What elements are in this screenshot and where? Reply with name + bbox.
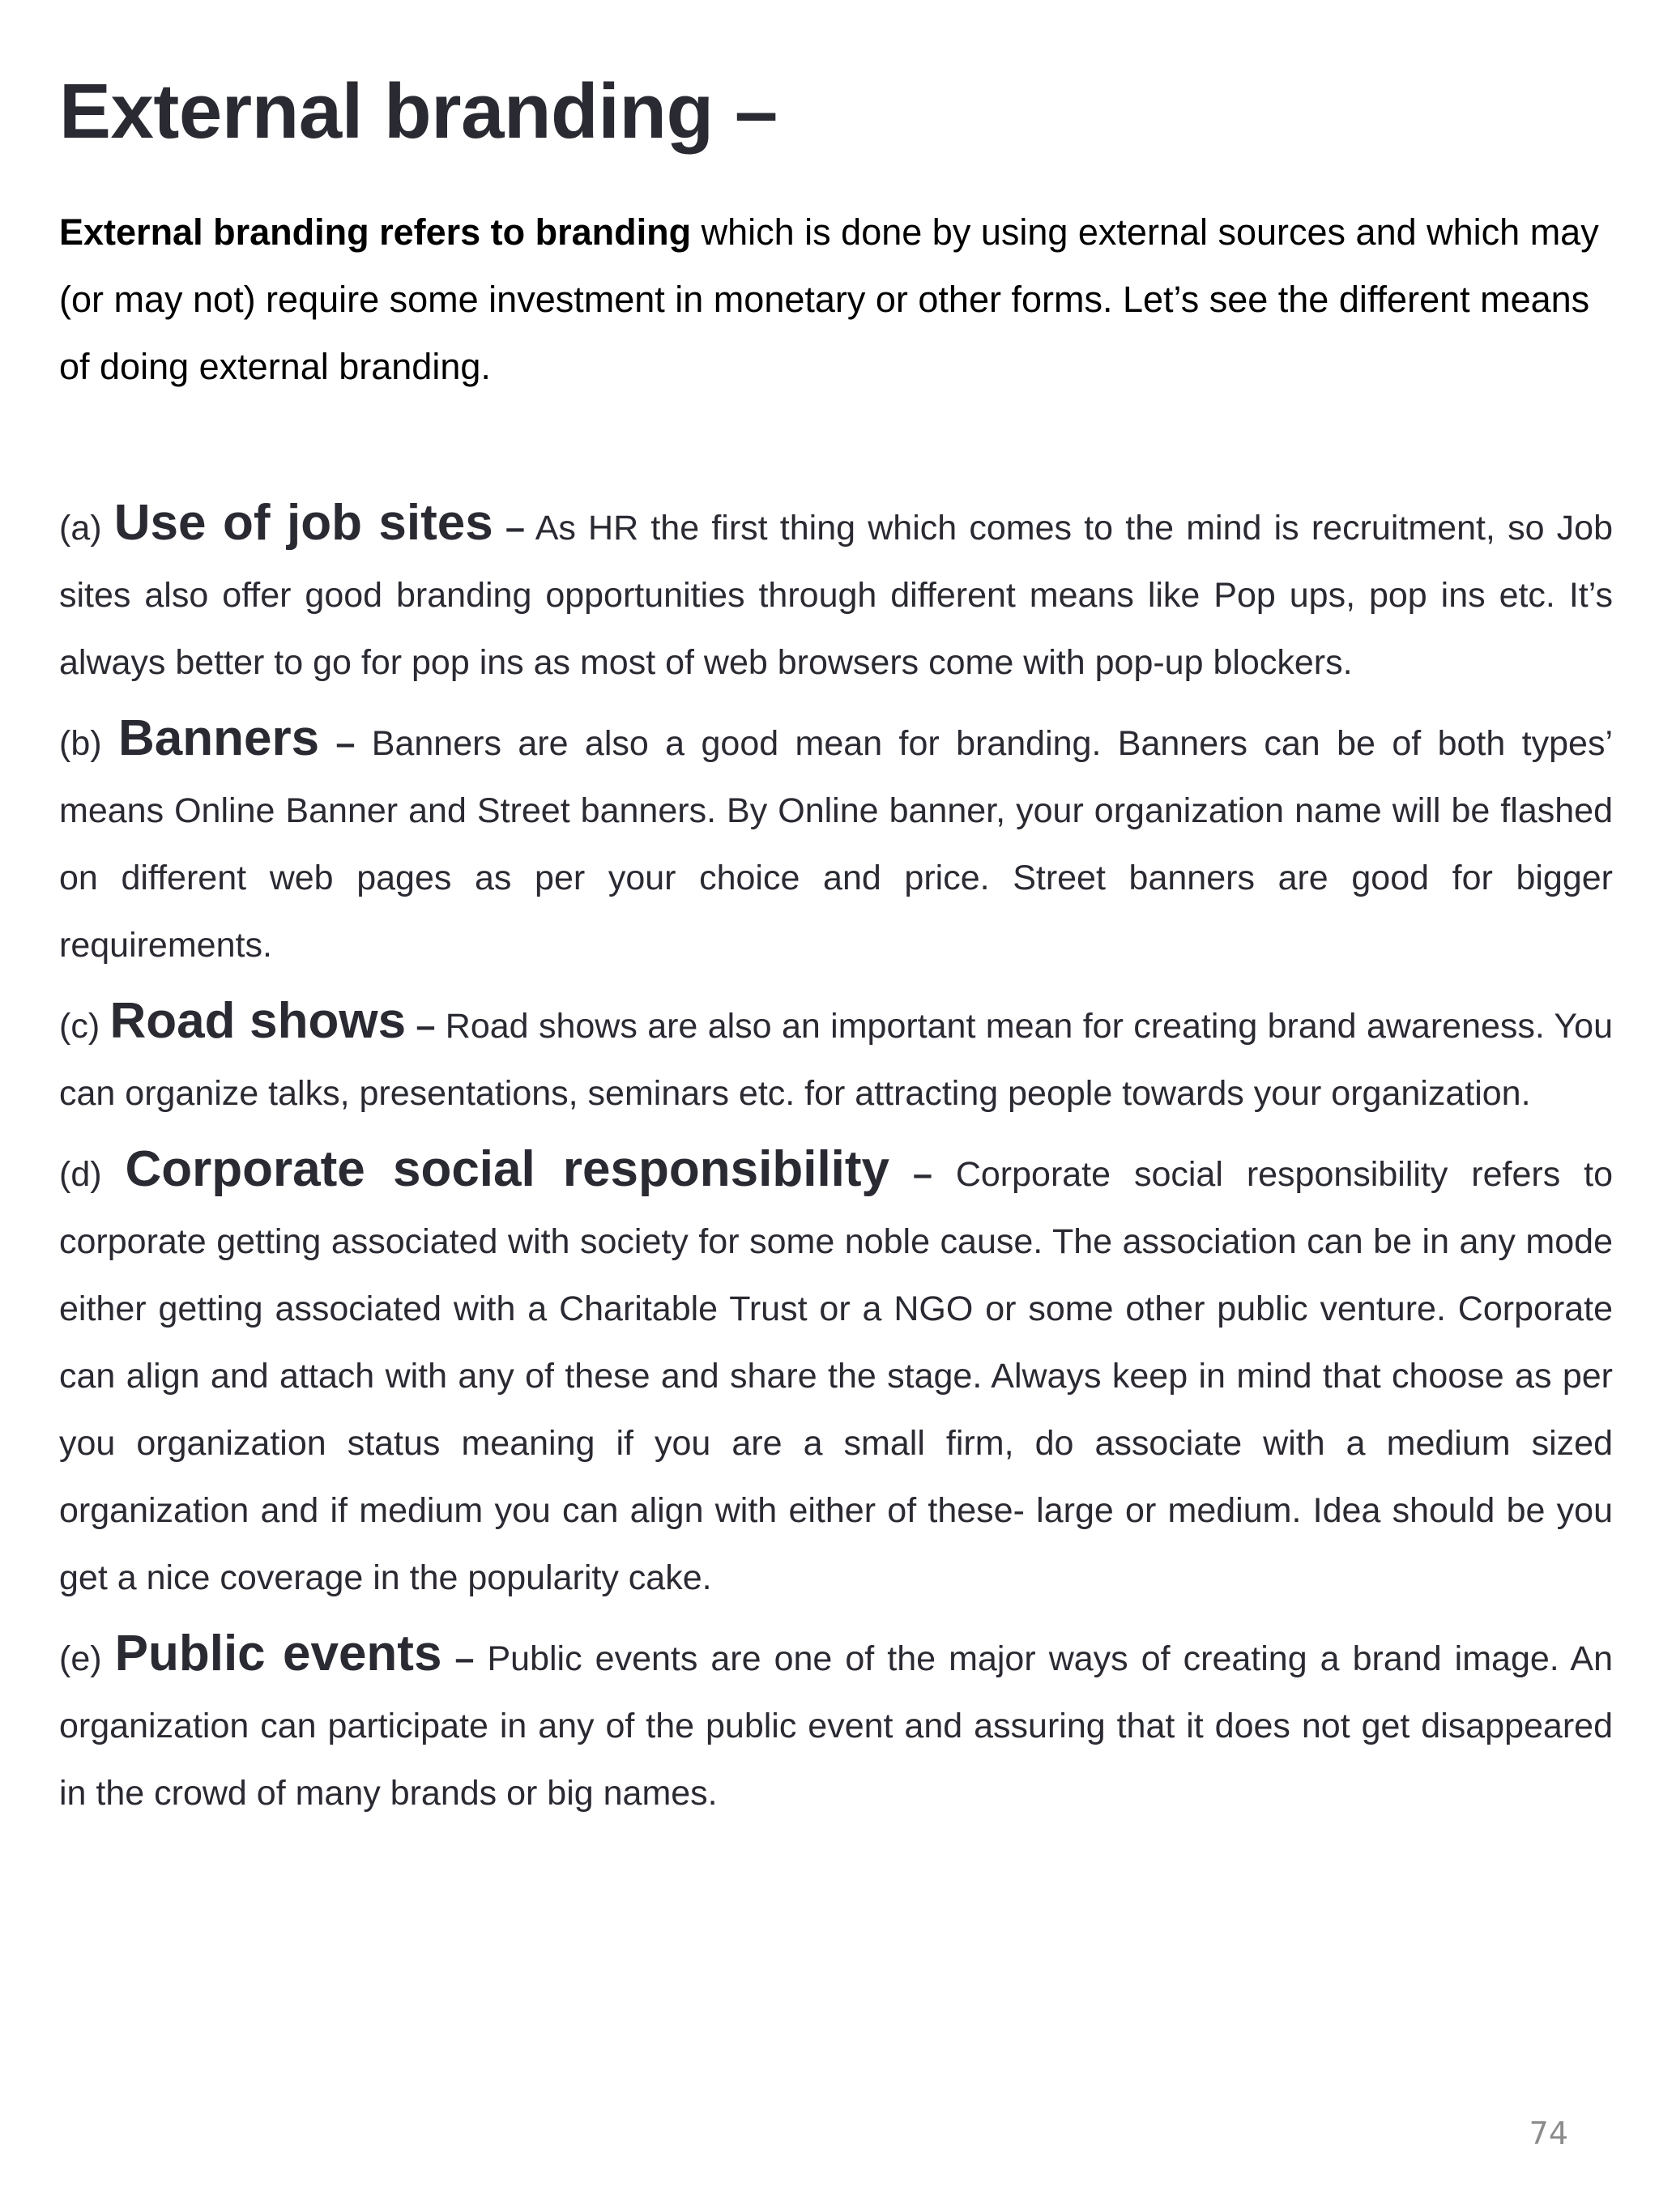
page-title: External branding – bbox=[59, 68, 778, 155]
item-dash: – bbox=[454, 1639, 475, 1679]
item-marker: (b) bbox=[59, 724, 102, 764]
item-text: Corporate social responsibility refers to corporate getting associated with society for some noble cause. The association can be in any mode either getting associated with a Charitable Trust or a NGO or some other public venture. Corporate can align and attach with any of these and share the stage. Always keep in mind that choose as per you organization status meaning if you are a small firm, do associate with a medium sized organization and if medium you can align with either of these- large or medium. Idea should be you get a nice coverage in the popularity cake. bbox=[59, 1155, 1614, 1598]
list-item-public-events bbox=[59, 1620, 1613, 1827]
item-heading: Use of job sites bbox=[113, 495, 493, 552]
item-heading: Banners bbox=[117, 710, 320, 767]
item-heading: Corporate social responsibility bbox=[125, 1141, 890, 1198]
intro-bold-lead: External branding refers to branding bbox=[59, 211, 692, 254]
list-item-banners bbox=[59, 705, 1613, 979]
item-heading: Road shows bbox=[109, 993, 407, 1050]
item-marker: (a) bbox=[59, 509, 102, 548]
item-marker: (e) bbox=[59, 1639, 102, 1679]
page-number: 74 bbox=[1529, 2116, 1568, 2151]
list-item-csr bbox=[59, 1136, 1613, 1612]
item-dash: – bbox=[912, 1155, 932, 1195]
list-item-road-shows bbox=[59, 987, 1613, 1127]
item-dash: – bbox=[505, 509, 525, 548]
item-text: Public events are one of the major ways of creating a brand image. An organization can participate in any of the public event and assuring that it does not get disappeared in the crowd of many brands or big names. bbox=[59, 1639, 1614, 1813]
item-marker: (d) bbox=[59, 1155, 102, 1195]
item-text: Road shows are also an important mean for creating brand awareness. You can organize talks, presentations, seminars etc. for attracting people towards your organization. bbox=[59, 1007, 1613, 1114]
item-text: As HR the first thing which comes to the mind is recruitment, so Job sites also offer good branding opportunities through different means like Pop ups, pop ins etc. It’s always better to go for pop ins as most of web browsers come with pop-up blockers. bbox=[59, 509, 1614, 683]
item-dash: – bbox=[335, 724, 356, 764]
item-dash: – bbox=[416, 1007, 436, 1046]
item-heading: Public events bbox=[114, 1626, 442, 1682]
intro-paragraph bbox=[59, 198, 1613, 400]
branding-means-list bbox=[59, 489, 1613, 1827]
document-page bbox=[59, 65, 1613, 1835]
item-text: Banners are also a good mean for branding. Banners can be of both types’ means Online Banner and Street banners. By Online banner, your organization name will be flashed on different web pages as per your choice and price. Street banners are good for bigger requirements. bbox=[59, 724, 1613, 965]
intro-text: which is done by using external sources and which may (or may not) require some investment in monetary or other forms. Let’s see the different means of doing external branding. bbox=[59, 211, 1599, 388]
item-marker: (c) bbox=[59, 1007, 100, 1046]
list-item-job-sites bbox=[59, 489, 1613, 697]
